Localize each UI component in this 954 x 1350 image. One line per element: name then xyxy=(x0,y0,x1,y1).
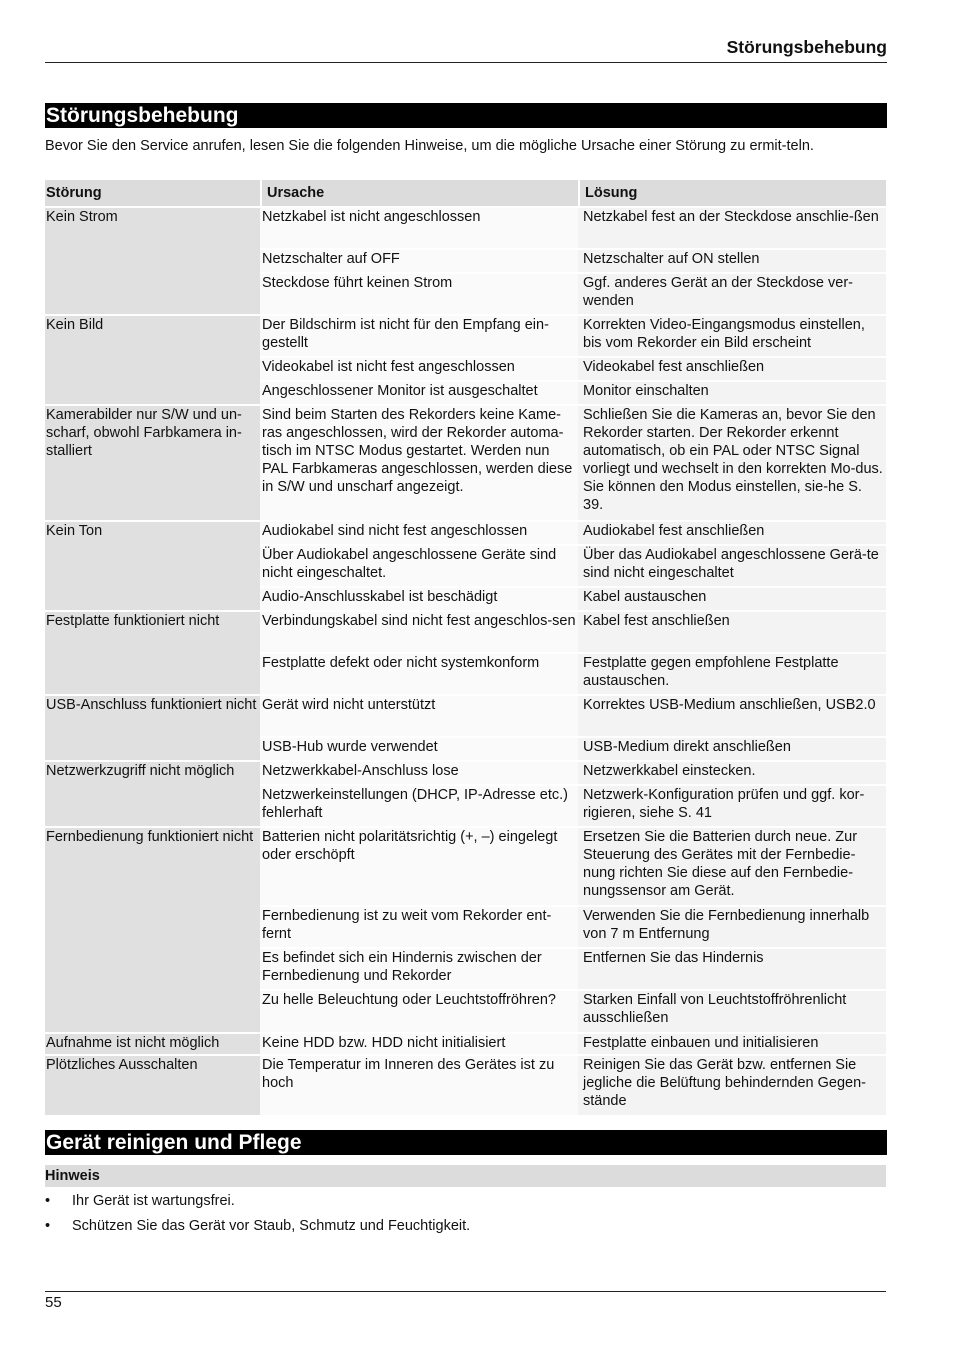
cell-solution: Netzwerkkabel einstecken. xyxy=(578,760,886,784)
column-header-ursache: Ursache xyxy=(260,180,578,206)
cell-symptom: Netzwerkzugriff nicht möglich xyxy=(45,760,260,826)
table-row xyxy=(45,520,886,544)
cell-cause: Der Bildschirm ist nicht für den Empfang ein-gestellt xyxy=(260,314,578,356)
table-body xyxy=(45,206,886,1115)
cell-cause: Festplatte defekt oder nicht systemkonform xyxy=(260,652,578,694)
footer-rule xyxy=(45,1291,886,1292)
list-item-text: Ihr Gerät ist wartungsfrei. xyxy=(72,1193,235,1209)
intro-paragraph: Bevor Sie den Service anrufen, lesen Sie die folgenden Hinweise, um die mögliche Ursache einer Störung zu ermit-teln. xyxy=(45,138,814,154)
cell-cause: Netzschalter auf OFF xyxy=(260,248,578,272)
cell-cause: Es befindet sich ein Hindernis zwischen der Fernbedienung und Rekorder xyxy=(260,947,578,989)
cell-solution: Monitor einschalten xyxy=(578,380,886,404)
cell-cause: Steckdose führt keinen Strom xyxy=(260,272,578,314)
cell-cause: Verbindungskabel sind nicht fest angeschlos-sen xyxy=(260,610,578,652)
cell-cause: Netzwerkeinstellungen (DHCP, IP-Adresse etc.) fehlerhaft xyxy=(260,784,578,826)
table-row xyxy=(45,610,886,652)
cell-solution: Videokabel fest anschließen xyxy=(578,356,886,380)
cell-symptom: Aufnahme ist nicht möglich xyxy=(45,1032,260,1054)
table-row xyxy=(45,314,886,356)
cell-symptom: Plötzliches Ausschalten xyxy=(45,1054,260,1115)
cell-solution: Starken Einfall von Leuchtstoffröhrenlicht ausschließen xyxy=(578,989,886,1032)
table-header-row xyxy=(45,180,886,206)
cell-solution: USB-Medium direkt anschließen xyxy=(578,736,886,760)
cell-cause: Keine HDD bzw. HDD nicht initialisiert xyxy=(260,1032,578,1054)
bullet-icon: • xyxy=(45,1193,51,1209)
cell-cause: Audiokabel sind nicht fest angeschlossen xyxy=(260,520,578,544)
list-item xyxy=(45,1192,470,1217)
table-row xyxy=(45,1032,886,1054)
header-rule xyxy=(45,62,887,63)
cell-cause: Batterien nicht polaritätsrichtig (+, –) eingelegt oder erschöpft xyxy=(260,826,578,905)
cell-cause: Netzwerkkabel-Anschluss lose xyxy=(260,760,578,784)
cell-symptom: Kein Strom xyxy=(45,206,260,314)
column-header-loesung: Lösung xyxy=(578,180,886,206)
cell-solution: Korrektes USB-Medium anschließen, USB2.0 xyxy=(578,694,886,736)
cell-cause: Videokabel ist nicht fest angeschlossen xyxy=(260,356,578,380)
list-item-text: Schützen Sie das Gerät vor Staub, Schmutz und Feuchtigkeit. xyxy=(72,1218,471,1234)
cell-solution: Netzkabel fest an der Steckdose anschlie-ßen xyxy=(578,206,886,248)
table-row xyxy=(45,206,886,248)
cell-solution: Festplatte einbauen und initialisieren xyxy=(578,1032,886,1054)
cell-solution: Netzwerk-Konfiguration prüfen und ggf. kor-rigieren, siehe S. 41 xyxy=(578,784,886,826)
cell-solution: Schließen Sie die Kameras an, bevor Sie den Rekorder starten. Der Rekorder erkennt automatisch, ob ein PAL oder NTSC Signal vorliegt und wechselt in den korrekten Mo-dus. Sie können den Modus einstellen, sie-he S. 39. xyxy=(578,404,886,520)
cell-solution: Ggf. anderes Gerät an der Steckdose ver-wenden xyxy=(578,272,886,314)
cell-solution: Ersetzen Sie die Batterien durch neue. Zur Steuerung des Gerätes mit der Fernbedie-nung richten Sie diese auf den Fernbedie-nungssensor am Gerät. xyxy=(578,826,886,905)
cell-solution: Audiokabel fest anschließen xyxy=(578,520,886,544)
cell-solution: Netzschalter auf ON stellen xyxy=(578,248,886,272)
table-row xyxy=(45,826,886,905)
cell-symptom: Festplatte funktioniert nicht xyxy=(45,610,260,694)
cell-cause: Zu helle Beleuchtung oder Leuchtstoffröhren? xyxy=(260,989,578,1032)
cell-cause: Die Temperatur im Inneren des Gerätes ist zu hoch xyxy=(260,1054,578,1115)
cell-solution: Reinigen Sie das Gerät bzw. entfernen Sie jegliche die Belüftung behindernden Gegen-stände xyxy=(578,1054,886,1115)
cell-cause: Angeschlossener Monitor ist ausgeschaltet xyxy=(260,380,578,404)
table-row xyxy=(45,694,886,736)
page-number: 55 xyxy=(45,1294,62,1311)
cell-cause: USB-Hub wurde verwendet xyxy=(260,736,578,760)
care-bullet-list xyxy=(45,1192,470,1242)
cell-cause: Sind beim Starten des Rekorders keine Kame-ras angeschlossen, wird der Rekorder automa-tisch im NTSC Modus gestartet. Werden nun PAL Farbkameras angeschlossen, werden diese in S/W und unscharf angezeigt. xyxy=(260,404,578,520)
cell-cause: Netzkabel ist nicht angeschlossen xyxy=(260,206,578,248)
cell-solution: Kabel fest anschließen xyxy=(578,610,886,652)
cell-solution: Über das Audiokabel angeschlossene Gerä-te sind nicht eingeschaltet xyxy=(578,544,886,586)
note-label: Hinweis xyxy=(45,1165,886,1187)
cell-cause: Über Audiokabel angeschlossene Geräte sind nicht eingeschaltet. xyxy=(260,544,578,586)
bullet-icon: • xyxy=(45,1218,51,1234)
cell-solution: Korrekten Video-Eingangsmodus einstellen, bis vom Rekorder ein Bild erscheint xyxy=(578,314,886,356)
column-header-stoerung: Störung xyxy=(45,180,260,206)
cell-symptom: Kein Ton xyxy=(45,520,260,610)
cell-solution: Kabel austauschen xyxy=(578,586,886,610)
cell-cause: Fernbedienung ist zu weit vom Rekorder ent-fernt xyxy=(260,905,578,947)
cell-symptom: Kein Bild xyxy=(45,314,260,404)
cell-solution: Entfernen Sie das Hindernis xyxy=(578,947,886,989)
table-row xyxy=(45,1054,886,1115)
list-item xyxy=(45,1217,470,1242)
running-header: Störungsbehebung xyxy=(726,37,887,57)
cell-symptom: Fernbedienung funktioniert nicht xyxy=(45,826,260,1032)
table-row xyxy=(45,760,886,784)
cell-symptom: USB-Anschluss funktioniert nicht xyxy=(45,694,260,760)
cell-cause: Audio-Anschlusskabel ist beschädigt xyxy=(260,586,578,610)
troubleshooting-table xyxy=(45,180,886,1115)
section-title-troubleshooting: Störungsbehebung xyxy=(45,103,887,128)
cell-symptom: Kamerabilder nur S/W und un-scharf, obwohl Farbkamera in-stalliert xyxy=(45,404,260,520)
cell-solution: Festplatte gegen empfohlene Festplatte austauschen. xyxy=(578,652,886,694)
cell-cause: Gerät wird nicht unterstützt xyxy=(260,694,578,736)
table-row xyxy=(45,404,886,520)
cell-solution: Verwenden Sie die Fernbedienung innerhalb von 7 m Entfernung xyxy=(578,905,886,947)
section-title-cleaning: Gerät reinigen und Pflege xyxy=(45,1130,887,1155)
